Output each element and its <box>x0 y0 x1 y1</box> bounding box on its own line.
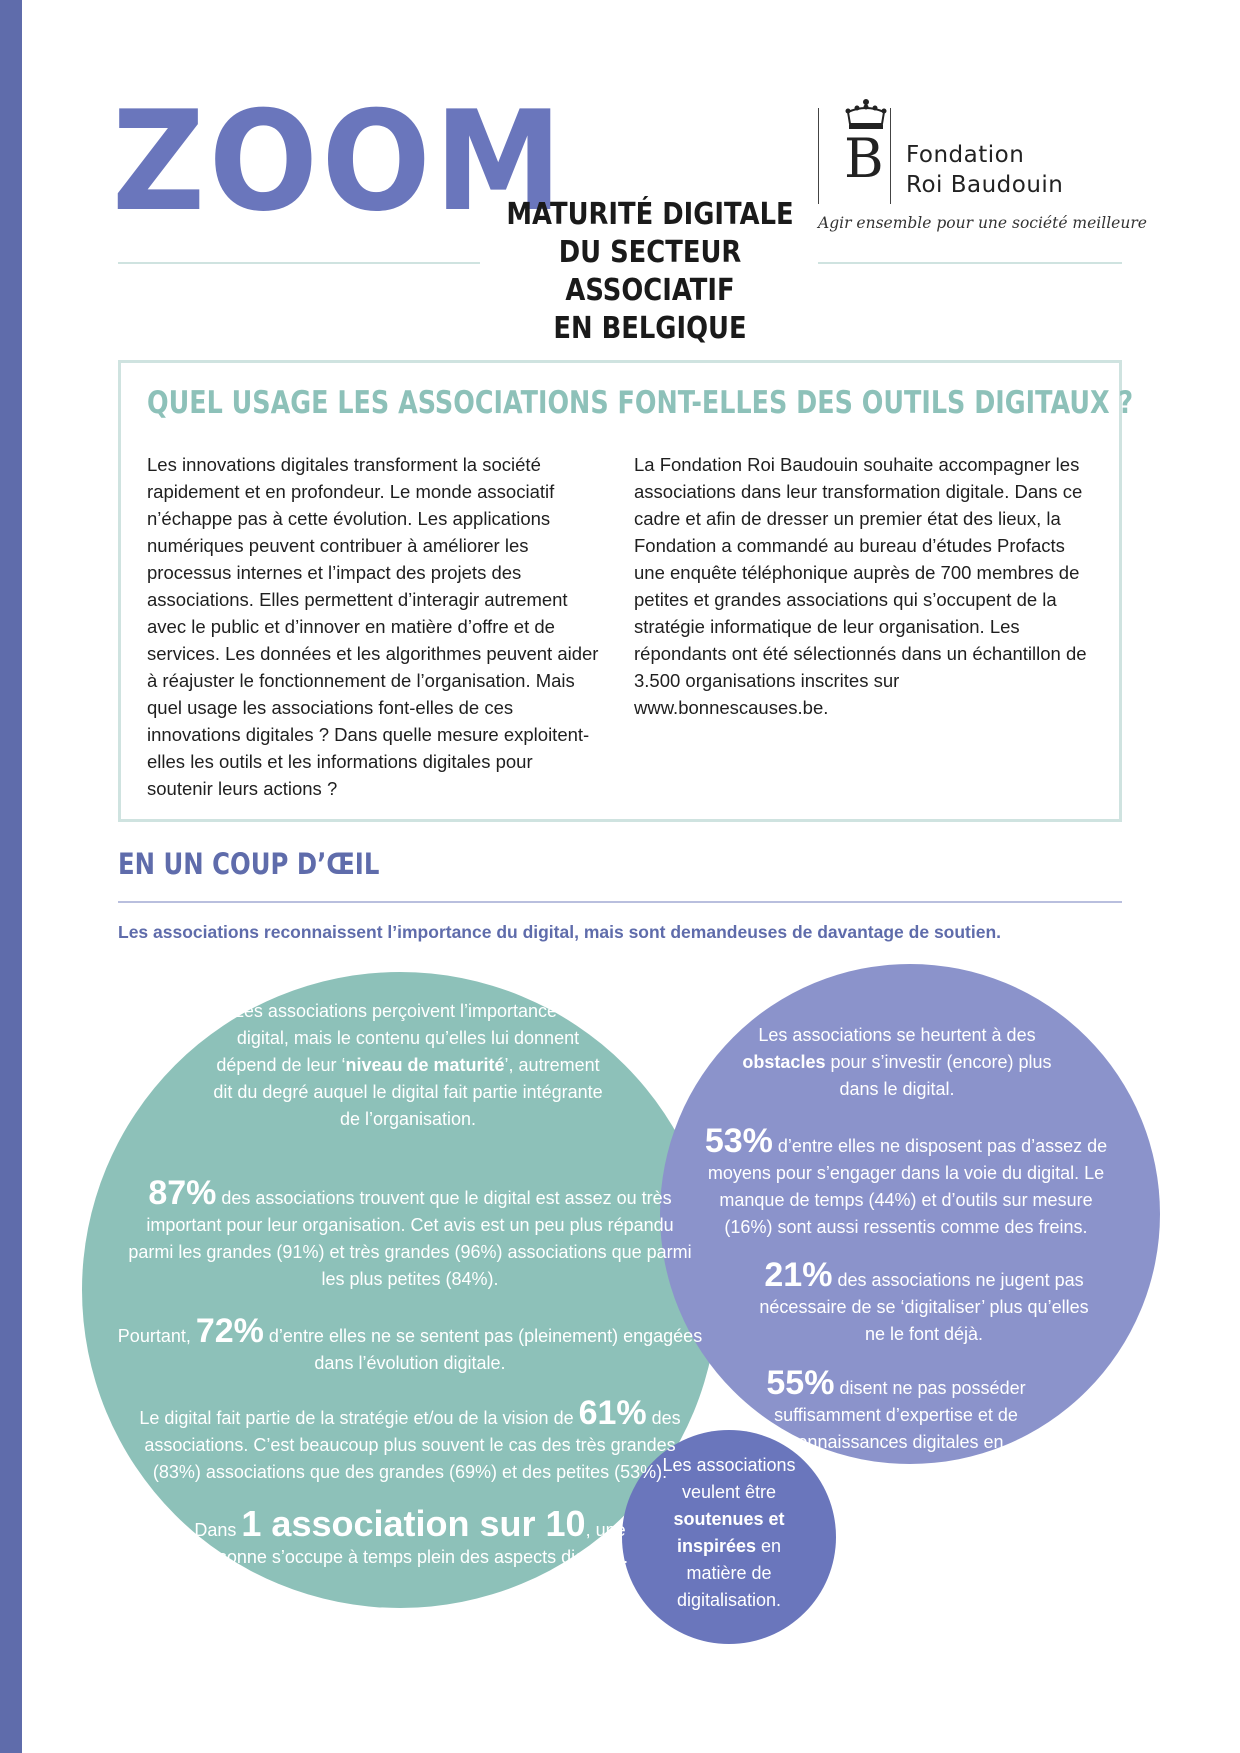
section-heading: EN UN COUP D’ŒIL <box>118 847 380 881</box>
logo-rule-left <box>818 108 819 204</box>
foundation-logo <box>818 98 1147 238</box>
teal-paragraph-3: Pourtant, 72% d’entre elles ne se sentent pas (pleinement) engagées dans l’évolution digitale. <box>117 1312 703 1373</box>
logo-letter: B <box>844 127 884 190</box>
stat-21: 21% <box>764 1256 833 1294</box>
section-lead: Les associations reconnaissent l’importance du digital, mais sont demandeuses de davantage de soutien. <box>118 922 1002 942</box>
intro-text-left: Les innovations digitales transforment la société rapidement et en profondeur. Le monde associatif n’échappe pas à cette évolution. Les applications numériques peuvent contribuer à améliorer les processus internes et l’impact des projets des associations. Elles permettent d’interagir autrement avec le public et d’innover en matière d’offre et de services. Les données et les algorithmes peuvent aider à réajuster le fonctionnement de l’organisation. Mais quel usage les associations font-elles de ces innovations digitales ? Dans quelle mesure exploitent-elles les outils et les informations digitales pour soutenir leurs actions ? <box>147 454 599 799</box>
subtitle-line-3: EN BELGIQUE <box>553 311 747 346</box>
stat-55: 55% <box>766 1364 835 1402</box>
stat-53: 53% <box>704 1122 773 1160</box>
lavender-paragraph-3: 21% des associations ne jugent pas nécessaire de se ‘digitaliser’ plus qu’elles ne le font déjà. <box>759 1256 1089 1344</box>
logo-rule-right <box>890 108 891 204</box>
lavender-paragraph-2: 53% d’entre elles ne disposent pas d’assez de moyens pour s’engager dans la voie du digital. Le manque de temps (44%) et d’outils sur mesure (16%) sont aussi ressentis comme des freins. <box>704 1122 1108 1237</box>
subtitle-line-2: DU SECTEUR ASSOCIATIF <box>558 235 742 308</box>
intro-box <box>118 360 1134 822</box>
section-divider <box>118 901 1122 903</box>
logo-name-line-2: Roi Baudouin <box>906 172 1064 198</box>
teal-paragraph-4: Le digital fait partie de la stratégie et/ou de la vision de 61% des associations. C’est beaucoup plus souvent le cas des très grandes (83%) associations que des grandes (69%) et des petites (53%). <box>139 1394 681 1482</box>
stat-61: 61% <box>578 1394 647 1432</box>
blue-paragraph: Les associations veulent être soutenues et inspirées en matière de digitalisation. <box>662 1455 796 1610</box>
logo-name <box>906 140 1063 200</box>
stat-72: 72% <box>195 1312 264 1350</box>
page-title: ZOOM <box>112 81 566 242</box>
teal-paragraph-1: Les associations perçoivent l’importance du digital, mais le contenu qu’elles lui donnent dépend de leur ‘niveau de maturité’, autrement dit du degré auquel le digital fait partie intégrante de l’organisation. <box>213 1001 603 1129</box>
teal-paragraph-2: 87% des associations trouvent que le digital est assez ou très important pour leur organisation. Cet avis est un peu plus répandu parmi les grandes (91%) et très grandes (96%) associations que parmi les plus petites (84%). <box>128 1174 692 1289</box>
divider-left <box>118 262 480 264</box>
subtitle <box>504 196 796 348</box>
intro-heading: QUEL USAGE LES ASSOCIATIONS FONT-ELLES DES OUTILS DIGITAUX ? <box>147 385 1134 421</box>
stat-1-sur-10: 1 association sur 10 <box>241 1503 586 1544</box>
intro-text-right: La Fondation Roi Baudouin souhaite accompagner les associations dans leur transformation digitale. Dans ce cadre et afin de dresser un premier état des lieux, la Fondation a commandé au bureau d’études Profacts une enquête téléphonique auprès de 700 membres de petites et grandes associations qui s’occupent de la stratégie informatique de leur organisation. Les répondants ont été sélectionnés dans un échantillon de 3.500 organisations inscrites sur www.bonnescauses.be. <box>634 454 1087 718</box>
lavender-paragraph-4: 55% disent ne pas posséder suffisamment d’expertise et de connaissances digitales en interne. <box>766 1364 1026 1479</box>
side-color-bar <box>0 0 22 1753</box>
lavender-paragraph-1: Les associations se heurtent à des obstacles pour s’investir (encore) plus dans le digital. <box>742 1025 1052 1099</box>
logo-name-line-1: Fondation <box>906 142 1025 168</box>
divider-right <box>818 262 1122 264</box>
subtitle-line-1: MATURITÉ DIGITALE <box>506 197 794 232</box>
stat-87: 87% <box>148 1174 217 1212</box>
logo-tagline: Agir ensemble pour une société meilleure <box>818 214 1147 232</box>
teal-paragraph-5: Dans 1 association sur 10, une personne s’occupe à temps plein des aspects digitaux. <box>191 1503 629 1567</box>
